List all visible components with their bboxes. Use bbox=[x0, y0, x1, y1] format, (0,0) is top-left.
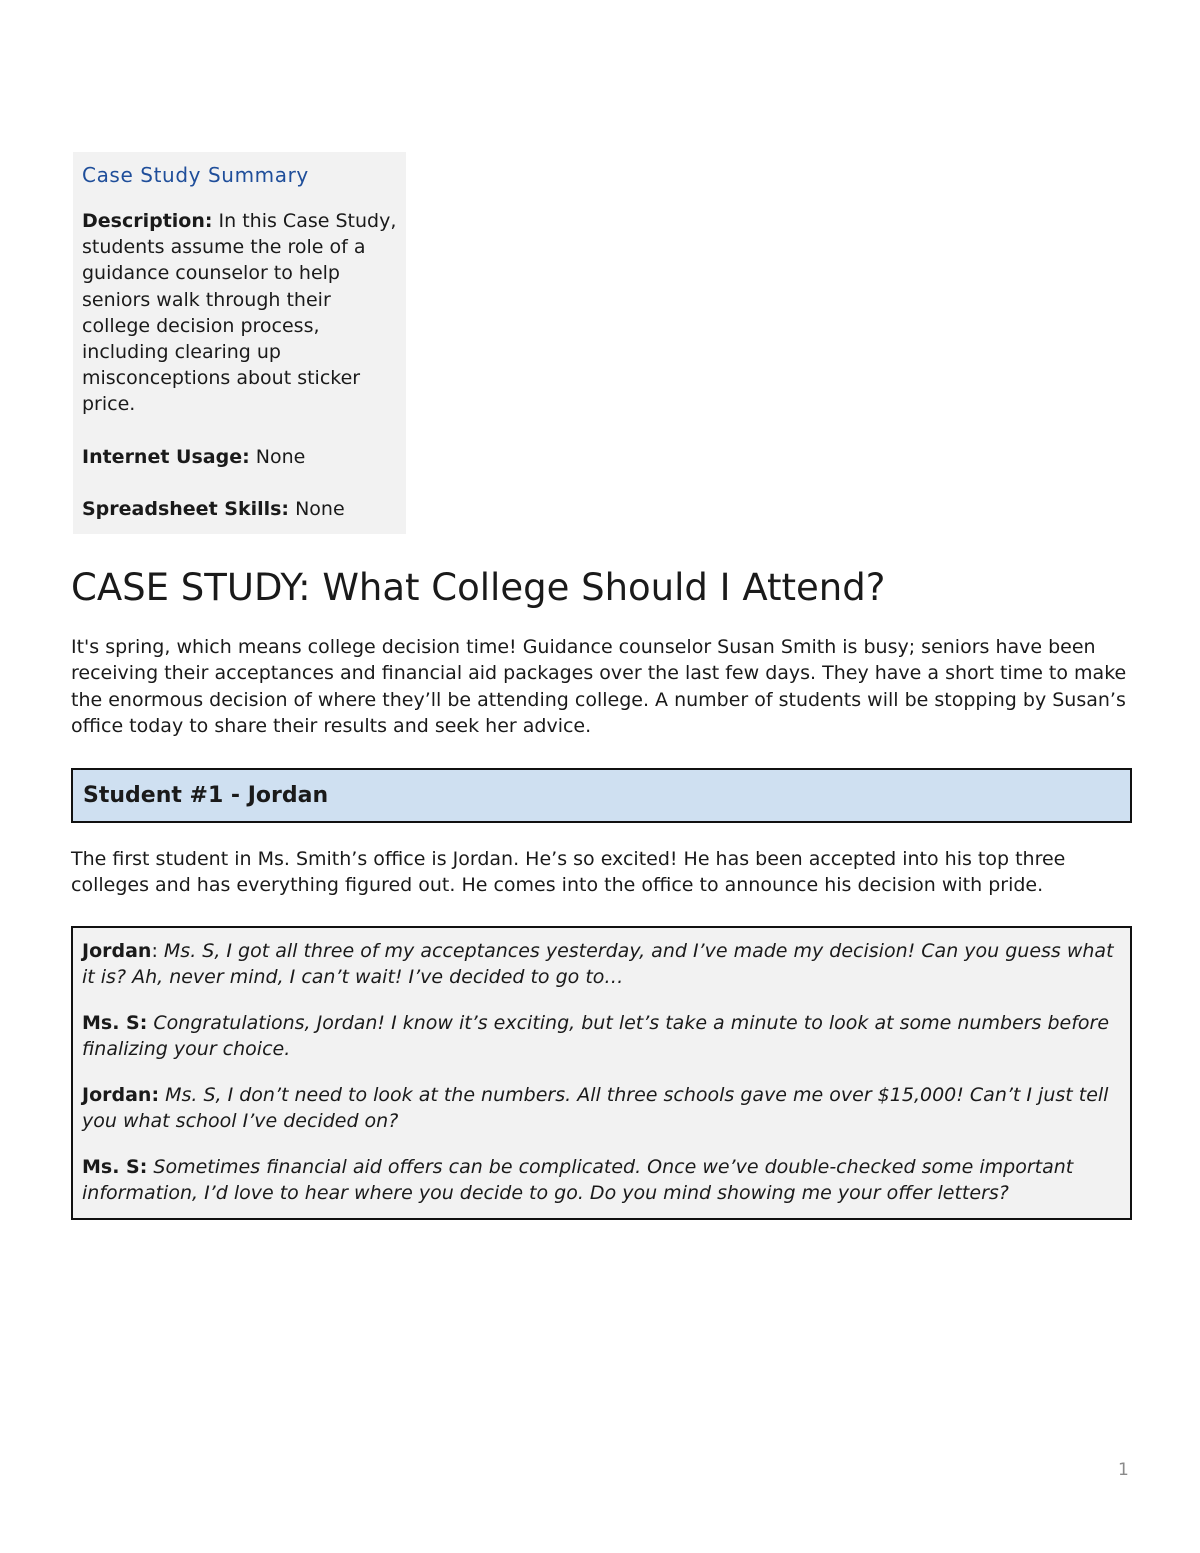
dialogue-separator: : bbox=[151, 940, 164, 962]
dialogue-text: Congratulations, Jordan! I know it’s exciting, but let’s take a minute to look at some numbers before finalizing your choice. bbox=[82, 1012, 1110, 1060]
dialogue-text: Sometimes financial aid offers can be complicated. Once we’ve double-checked some important information, I’d love to hear where you decide to go. Do you mind showing me your offer letters? bbox=[82, 1156, 1074, 1204]
dialogue-text: Ms. S, I got all three of my acceptances yesterday, and I’ve made my decision! Can you guess what it is? Ah, never mind, I can’t wait! I’ve decided to go to… bbox=[82, 940, 1114, 988]
summary-spreadsheet-skills bbox=[82, 496, 397, 522]
internet-usage-value: None bbox=[249, 445, 306, 468]
intro-paragraph: It's spring, which means college decision time! Guidance counselor Susan Smith is busy; seniors have been receiving their acceptances and financial aid packages over the last few days. They have a short time to make the enormous decision of where they’ll be attending college. A number of students will be stopping by Susan’s office today to share their results and seek her advice. bbox=[71, 636, 1127, 737]
page-number: 1 bbox=[1118, 1460, 1129, 1480]
dialogue-speaker: Jordan bbox=[82, 940, 152, 962]
spreadsheet-skills-value: None bbox=[289, 497, 345, 520]
student-section-heading: Student #1 - Jordan bbox=[71, 768, 1132, 823]
student-intro-paragraph: The first student in Ms. Smith’s office is Jordan. He’s so excited! He has been accepted into his top three colleges and has everything figured out. He comes into the office to announce his decision with pride. bbox=[71, 848, 1066, 897]
dialogue-box bbox=[71, 926, 1132, 1220]
dialogue-speaker: Jordan: bbox=[82, 1084, 160, 1106]
dialogue-line bbox=[82, 938, 1121, 990]
page-title: CASE STUDY: What College Should I Attend? bbox=[71, 566, 886, 609]
spreadsheet-skills-label: Spreadsheet Skills: bbox=[82, 497, 290, 520]
summary-title: Case Study Summary bbox=[82, 163, 309, 187]
description-text: In this Case Study, students assume the role of a guidance counselor to help seniors walk through their college decision process, including clearing up misconceptions about sticker price. bbox=[82, 210, 397, 416]
summary-description bbox=[82, 208, 397, 418]
dialogue-line bbox=[82, 1154, 1121, 1206]
description-label: Description: bbox=[82, 210, 213, 232]
dialogue-text: Ms. S, I don’t need to look at the numbers. All three schools gave me over $15,000! Can’t I just tell you what school I’ve decided on? bbox=[82, 1084, 1109, 1132]
case-study-summary-box bbox=[73, 152, 406, 534]
internet-usage-label: Internet Usage: bbox=[82, 445, 250, 468]
dialogue-speaker: Ms. S: bbox=[82, 1156, 148, 1178]
dialogue-speaker: Ms. S: bbox=[82, 1012, 148, 1034]
dialogue-line bbox=[82, 1010, 1121, 1062]
dialogue-line bbox=[82, 1082, 1121, 1134]
summary-internet-usage bbox=[82, 444, 397, 470]
